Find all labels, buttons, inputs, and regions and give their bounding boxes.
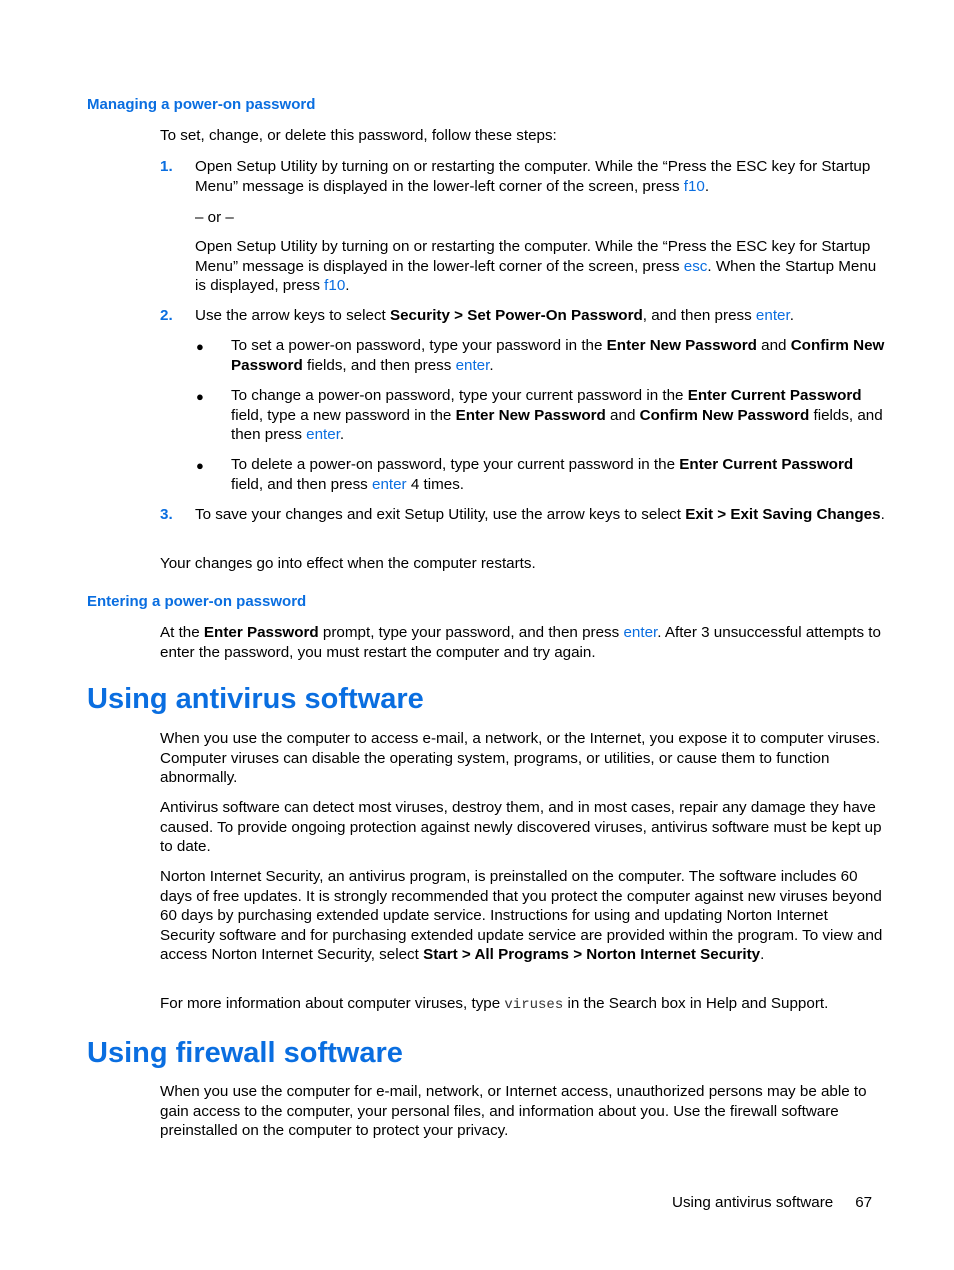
section-heading-managing: Managing a power-on password [87,96,316,113]
key-esc-link[interactable]: esc [683,257,708,275]
key-enter-link[interactable]: enter [306,426,340,443]
bullet-change-password: To change a power-on password, type your current password in the Enter Current Password field, type a new password in the Enter New Password and Confirm New Password fields, and then press enter. [231,387,883,443]
key-enter-link[interactable]: enter [372,475,407,493]
step-1-or: – or – [195,209,234,226]
page-footer [672,1193,884,1213]
code-viruses: viruses [504,997,564,1013]
antivirus-paragraph-1: When you use the computer to access e-mail, a network, or the Internet, you expose it to computer viruses. Computer viruses can disable the operating system, programs, or utilities, or cause them to function abnormally. [160,730,881,786]
antivirus-paragraph-3: Norton Internet Security, an antivirus program, is preinstalled on the computer. The software includes 60 days of free updates. It is strongly recommended that you protect the computer against new viruses beyond 60 days by purchasing extended update service. Instructions for using and updating Norton Internet Security software and for purchasing extended update service are provided within the program. To view and access Norton Internet Security, select Start > All Programs > Norton Internet Security. [160,868,883,963]
bullet-delete-password: To delete a power-on password, type your current password in the Enter Current Password field, and then press enter 4 times. [231,456,854,493]
page-title-antivirus: Using antivirus software [87,683,424,715]
entering-text: At the Enter Password prompt, type your password, and then press enter. After 3 unsuccessful attempts to enter the password, you must restart the computer and try again. [160,624,881,661]
section-heading-entering: Entering a power-on password [87,593,307,610]
bullet-icon: ● [196,339,204,354]
antivirus-paragraph-4: For more information about computer viruses, type viruses in the Search box in Help and Support. [160,995,829,1013]
step-1-number: 1. [160,158,173,175]
step-3-text: To save your changes and exit Setup Utility, use the arrow keys to select Exit > Exit Saving Changes. [195,506,885,523]
bullet-set-password: To set a power-on password, type your password in the Enter New Password and Confirm New Password fields, and then press enter. [231,337,885,374]
managing-intro: To set, change, or delete this password, follow these steps: [160,127,557,144]
step-2-text: Use the arrow keys to select Security > Set Power-On Password, and then press enter. [195,307,794,324]
step-1-text-a: Open Setup Utility by turning on or restarting the computer. While the “Press the ESC key for Startup Menu” message is displayed in the lower-left corner of the screen, press f10. [195,158,871,195]
managing-outro: Your changes go into effect when the computer restarts. [160,555,536,572]
firewall-paragraph-1: When you use the computer for e-mail, network, or Internet access, unauthorized persons may be able to gain access to the computer, your personal files, and information about you. Use the firewall software preinstalled on the computer to protect your privacy. [160,1083,867,1139]
step-1-text-b: Open Setup Utility by turning on or restarting the computer. While the “Press the ESC key for Startup Menu” message is displayed in the lower-left corner of the screen, press esc. When the Startup Menu is displayed, press f10. [195,238,877,294]
key-enter-link[interactable]: enter [623,624,658,641]
step-3-number: 3. [160,506,173,523]
footer-title: Using antivirus software [672,1194,834,1211]
step-2-number: 2. [160,307,173,324]
antivirus-paragraph-2: Antivirus software can detect most viruses, destroy them, and in most cases, repair any damage they have caused. To provide ongoing protection against newly discovered viruses, antivirus software must be kept up to date. [160,799,882,855]
bullet-icon: ● [196,389,204,404]
bullet-icon: ● [196,458,204,473]
key-enter-link[interactable]: enter [455,356,490,374]
key-enter-link[interactable]: enter [755,307,790,324]
key-f10-link[interactable]: f10 [324,277,346,294]
key-f10-link[interactable]: f10 [683,177,705,195]
page-number: 67 [855,1194,873,1211]
page-title-firewall: Using firewall software [87,1037,403,1069]
